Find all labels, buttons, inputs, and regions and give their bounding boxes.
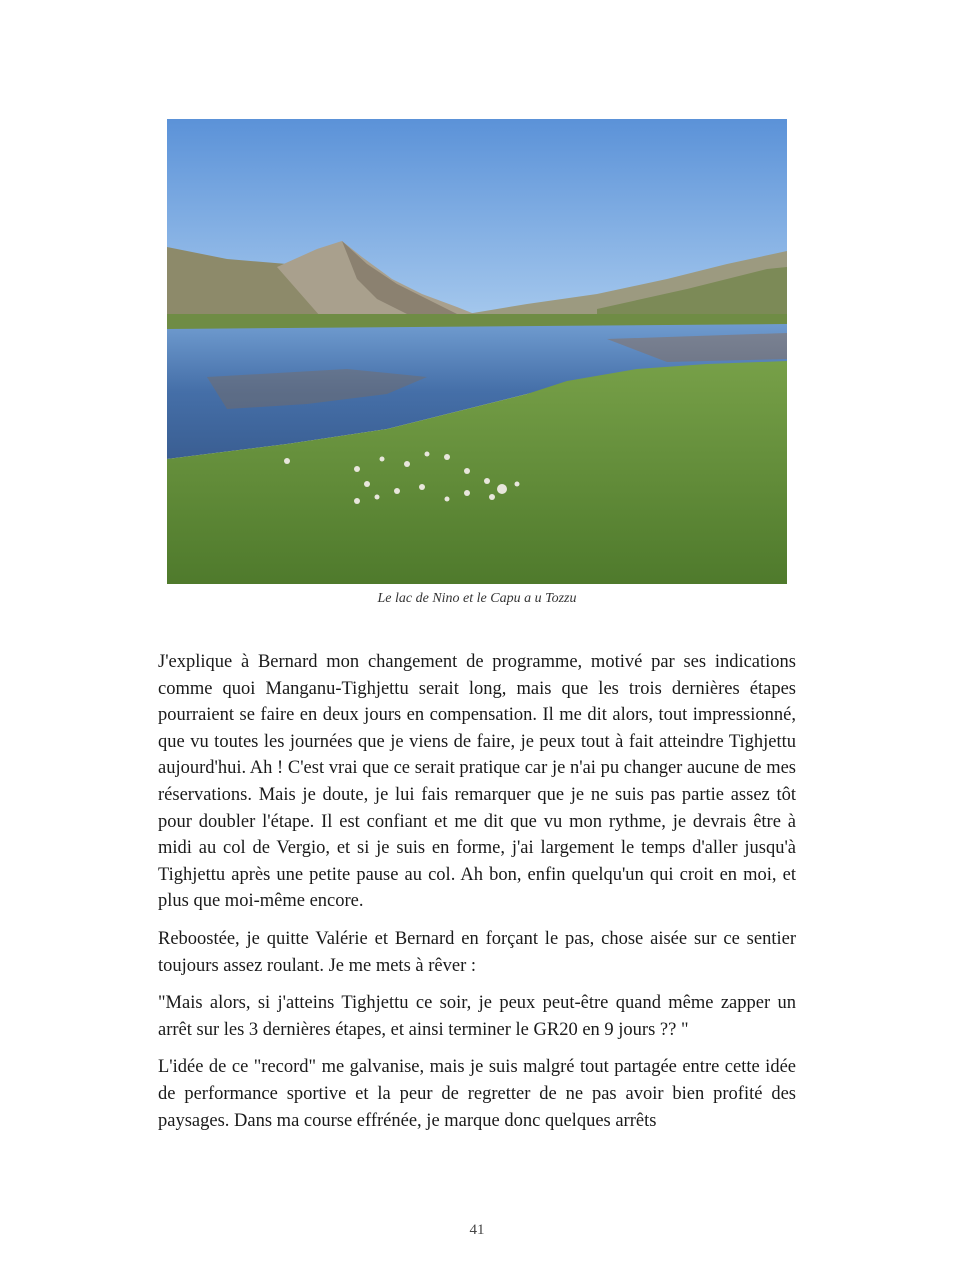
lake-photo [167,119,787,584]
paragraph: "Mais alors, si j'atteins Tighjettu ce soir, je peux peut-être quand même zapper un arrêt sur les 3 dernières étapes, et ainsi terminer le GR20 en 9 jours ?? " [158,993,796,1040]
paragraph: J'explique à Bernard mon changement de programme, motivé par ses indications comme quoi Manganu-Tighjettu serait long, mais que les trois dernières étapes pourraient se faire en deux jours en compensation. Il me dit alors, tout impressionné, que vu toutes les journées que je viens de faire, je peux tout à fait atteindre Tighjettu aujourd'hui. Ah ! C'est vrai que ce serait pratique car je n'ai pu changer aucune de mes réservations. Mais je doute, je lui fais remarquer que je ne suis pas partie assez tôt pour doubler l'étape. Il est confiant et me dit que vu mon rythme, je devrais être à midi au col de Vergio, et si je suis en forme, j'ai largement le temps d'aller jusqu'à Tighjettu après une petite pause au col. Ah bon, enfin quelqu'un qui croit en moi, et plus que moi-même encore. [158,652,796,912]
landscape-photo-icon [167,119,787,584]
photo-caption: Le lac de Nino et le Capu a u Tozzu [377,591,577,606]
page-number: 41 [469,1222,485,1238]
paragraph: Reboostée, je quitte Valérie et Bernard en forçant le pas, chose aisée sur ce sentier toujours assez roulant. Je me mets à rêver : [158,928,796,976]
paragraph: L'idée de ce "record" me galvanise, mais je suis malgré tout partagée entre cette idée de performance sportive et la peur de regretter de ne pas avoir bien profité des paysages. Dans ma course effrénée, je marque donc quelques arrêts [158,1057,796,1131]
body-text [158,649,796,1145]
